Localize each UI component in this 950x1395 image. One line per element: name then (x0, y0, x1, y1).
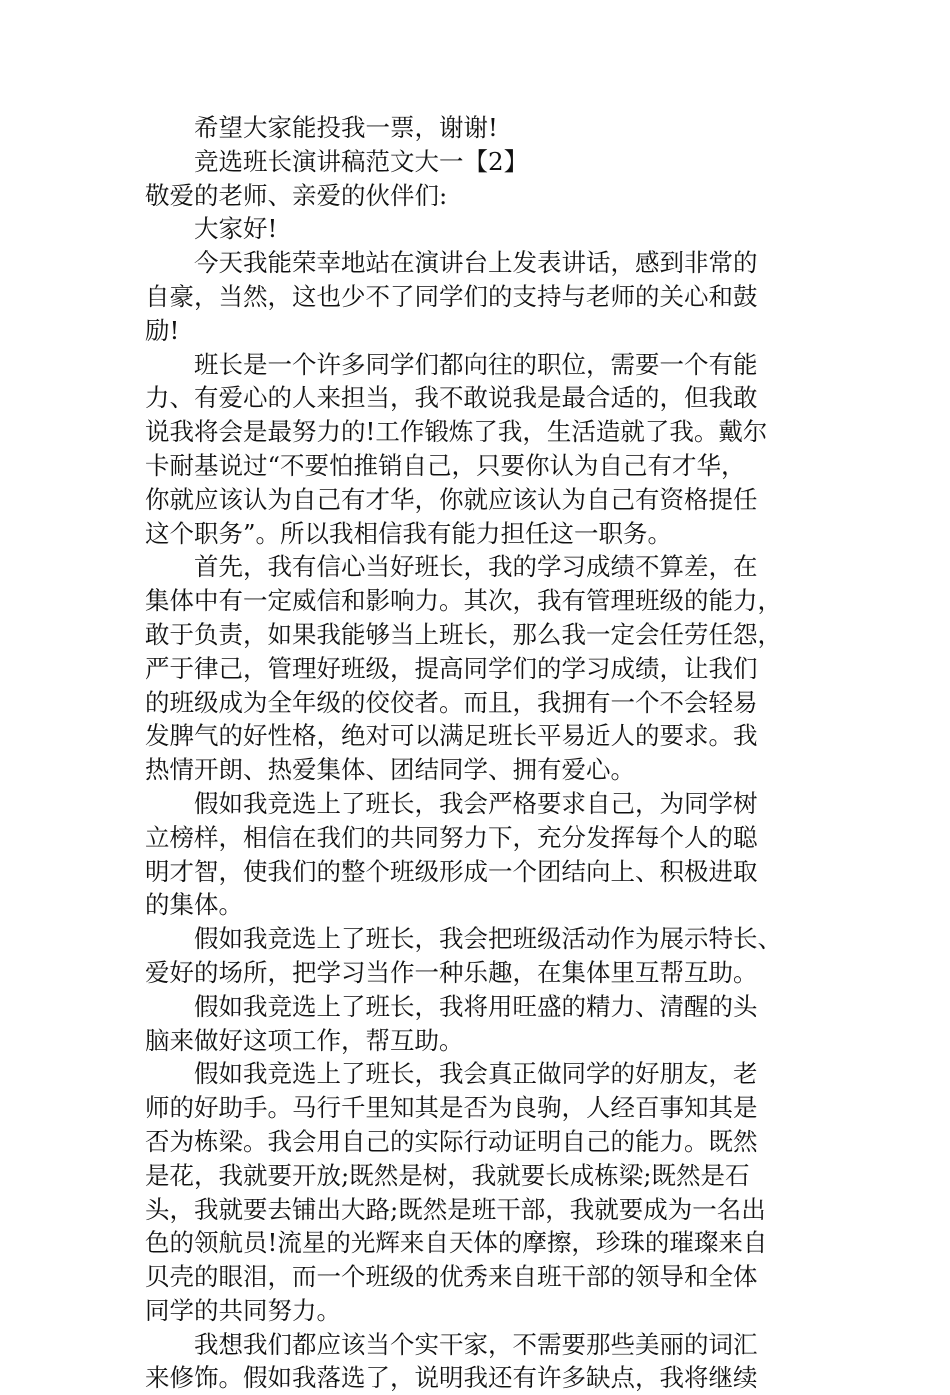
text-line: 假如我竞选上了班长，我会真正做同学的好朋友，老 (194, 1059, 758, 1089)
text-line: 今天我能荣幸地站在演讲台上发表讲话，感到非常的 (194, 248, 758, 278)
text-line: 竞选班长演讲稿范文大一【2】 (194, 146, 529, 176)
text-line: 色的领航员!流星的光辉来自天体的摩擦，珍珠的璀璨来自 (145, 1228, 768, 1258)
text-line: 严于律己，管理好班级，提高同学们的学习成绩，让我们 (145, 653, 758, 683)
text-line: 否为栋梁。我会用自己的实际行动证明自己的能力。既然 (145, 1126, 758, 1156)
text-line: 敢于负责，如果我能够当上班长，那么我一定会任劳任怨， (145, 619, 782, 649)
text-line: 卡耐基说过“不要怕推销自己，只要你认为自己有才华， (145, 450, 746, 480)
text-line: 说我将会是最努力的!工作锻炼了我，生活造就了我。戴尔 (145, 417, 768, 447)
text-line: 假如我竞选上了班长，我将用旺盛的精力、清醒的头 (194, 991, 758, 1021)
text-line: 大家好! (194, 214, 278, 244)
text-line: 脑来做好这项工作，帮互助。 (145, 1025, 464, 1055)
text-line: 师的好助手。马行千里知其是否为良驹，人经百事知其是 (145, 1093, 758, 1123)
text-line: 的班级成为全年级的佼佼者。而且，我拥有一个不会轻易 (145, 687, 758, 717)
text-line: 这个职务”。所以我相信我有能力担任这一职务。 (145, 518, 673, 548)
text-line: 敬爱的老师、亲爱的伙伴们: (145, 180, 448, 210)
text-line: 集体中有一定威信和影响力。其次，我有管理班级的能力， (145, 586, 782, 616)
text-line: 头，我就要去铺出大路;既然是班干部，我就要成为一名出 (145, 1194, 766, 1224)
text-line: 希望大家能投我一票，谢谢! (194, 113, 498, 142)
text-line: 立榜样，相信在我们的共同努力下，充分发挥每个人的聪 (145, 822, 758, 852)
text-line: 贝壳的眼泪，而一个班级的优秀来自班干部的领导和全体 (145, 1262, 758, 1292)
document-body (145, 111, 805, 1395)
text-line: 班长是一个许多同学们都向往的职位，需要一个有能 (194, 349, 758, 379)
text-line: 明才智，使我们的整个班级形成一个团结向上、积极进取 (145, 856, 758, 886)
text-line: 自豪，当然，这也少不了同学们的支持与老师的关心和鼓 (145, 281, 758, 311)
text-line: 励! (145, 315, 180, 345)
text-line: 的集体。 (145, 890, 243, 920)
text-line: 来修饰。假如我落选了，说明我还有许多缺点，我将继续 (145, 1363, 758, 1393)
text-line: 热情开朗、热爱集体、团结同学、拥有爱心。 (145, 755, 635, 785)
text-line: 同学的共同努力。 (145, 1295, 341, 1325)
text-line: 假如我竞选上了班长，我会严格要求自己，为同学树 (194, 788, 758, 818)
text-line: 你就应该认为自己有才华，你就应该认为自己有资格提任 (145, 484, 758, 514)
text-line: 我想我们都应该当个实干家，不需要那些美丽的词汇 (194, 1329, 758, 1359)
text-line: 假如我竞选上了班长，我会把班级活动作为展示特长、 (194, 924, 782, 954)
text-line: 是花，我就要开放;既然是树，我就要长成栋梁;既然是石 (145, 1160, 750, 1190)
text-line: 力、有爱心的人来担当，我不敢说我是最合适的，但我敢 (145, 383, 758, 413)
text-line: 爱好的场所，把学习当作一种乐趣，在集体里互帮互助。 (145, 957, 758, 987)
text-line: 首先，我有信心当好班长，我的学习成绩不算差，在 (194, 552, 758, 582)
text-line: 发脾气的好性格，绝对可以满足班长平易近人的要求。我 (145, 721, 758, 751)
